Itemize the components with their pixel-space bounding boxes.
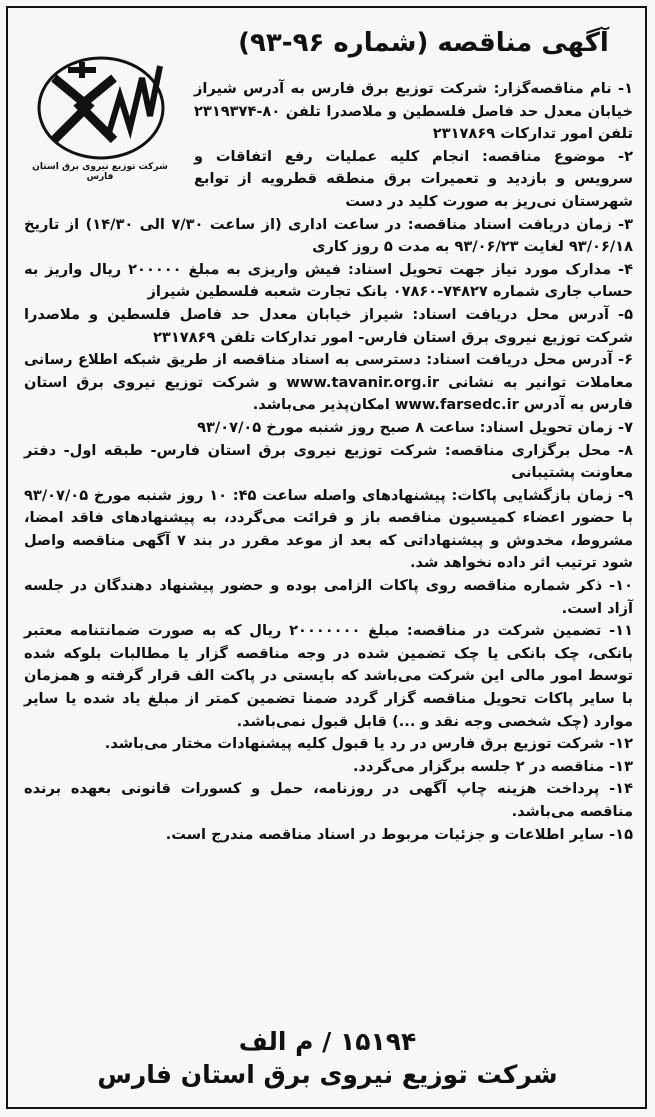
- notice-item: ۱۴- پرداخت هزینه چاپ آگهی در روزنامه، حمل و کسورات قانونی بعهده برنده مناقصه می‌باشد.: [24, 780, 633, 820]
- notice-item: ۱۵- سایر اطلاعات و جزئیات مربوط در اسناد مناقصه مندرج است.: [165, 825, 633, 843]
- notice-item: ۱۳- مناقصه در ۲ جلسه برگزار می‌گردد.: [352, 757, 633, 775]
- logo-caption: شرکت توزیع نیروی برق استان فارس: [32, 162, 168, 182]
- notice-item: ۱۲- شرکت توزیع برق فارس در رد یا قبول کلیه پیشنهادات مختار می‌باشد.: [104, 735, 633, 753]
- notice-title: آگهی مناقصه (شماره ۹۶-۹۳): [238, 28, 609, 58]
- notice-item: ۱۰- ذکر شماره مناقصه روی پاکات الزامی بوده و حضور پیشنهاد دهندگان در جلسه آزاد است.: [24, 577, 633, 617]
- notice-item: ۹- زمان بازگشایی پاکات: پیشنهادهای واصله ساعت ۴۵: ۱۰ روز شنبه مورخ ۹۳/۰۷/۰۵ با حضور اعضاء کمیسیون مناقصه باز و قرائت می‌گردد، به پیشنهادهای فاقد امضا، مشروط، مخدوش و پیشنهاداتی که بعد از موعد مقرر در بند ۷ آگهی مناقصه واصل شود ترتیب اثر داده نخواهد شد.: [24, 486, 634, 572]
- notice-item: ۴- مدارک مورد نیاز جهت تحویل اسناد: فیش واریزی به مبلغ ۲۰۰۰۰۰ ریال واریز به حساب جاری شماره ۷۴۸۲۷-۰۷۸۶۰ بانک تجارت شعبه فلسطین شیراز: [24, 260, 633, 301]
- notice-item: ۳- زمان دریافت اسناد مناقصه: در ساعت اداری (از ساعت ۷/۳۰ الی ۱۴/۳۰) از تاریخ ۹۳/۰۶/۱۸ لغایت ۹۳/۰۶/۲۳ به مدت ۵ روز کاری: [24, 215, 634, 256]
- notice-item: ۱۱- تضمین شرکت در مناقصه: مبلغ ۲۰۰۰۰۰۰۰ ریال که به صورت ضمانتنامه معتبر بانکی، چک بانکی یا چک تضمین شده در وجه مناقصه گزار یا مطالبات بلوکه شده توسط امور مالی این شرکت می‌باشد که بایستی در پاکت الف قرار گرفته و همزمان با سایر پاکات تحویل مناقصه گزار گردد ضمنا تضمین کمتر از مبلغ یاد شده یا سایر موارد (چک شخصی وجه نقد و ...) قابل قبول نمی‌باشد.: [24, 622, 633, 730]
- reference-number: ۱۵۱۹۴ / م الف: [238, 1027, 417, 1056]
- notice-item: ۵- آدرس محل دریافت اسناد: شیراز خیابان معدل حد فاصل فلسطین و ملاصدرا شرکت توزیع نیروی برق استان فارس- امور تدارکات تلفن ۲۳۱۷۸۶۹: [24, 305, 633, 346]
- notice-body: [24, 78, 633, 846]
- signature: شرکت توزیع نیروی برق استان فارس: [97, 1060, 558, 1089]
- notice-item: ۱- نام مناقصه‌گزار: شرکت توزیع برق فارس به آدرس شیراز خیابان معدل حد فاصل فلسطین و ملاصدرا تلفن ۸۰-۲۳۱۹۳۷۴ تلفن امور تدارکات ۲۳۱۷۸۶۹: [194, 80, 633, 143]
- notice-item: ۲- موضوع مناقصه: انجام کلیه عملیات رفع اتفاقات و سرویس و بازدید و تعمیرات برق منطقه قطرویه از توابع شهرستان نی‌ریز به صورت کلید در دست: [194, 147, 633, 210]
- notice-item: ۶- آدرس محل دریافت اسناد: دسترسی به اسناد مناقصه از طریق شبکه اطلاع رسانی معاملات توانیر به نشانی www.tavanir.org.ir و شرکت توزیع نیروی برق استان فارس به آدرس www.farsedc.ir امکان‌پذیر می‌باشد.: [24, 351, 633, 414]
- notice-item: ۸- محل برگزاری مناقصه: شرکت توزیع نیروی برق استان فارس- طبقه اول- دفتر معاونت پشتیبانی: [24, 441, 633, 482]
- notice-item: ۷- زمان تحویل اسناد: ساعت ۸ صبح روز شنبه مورخ ۹۳/۰۷/۰۵: [197, 418, 633, 436]
